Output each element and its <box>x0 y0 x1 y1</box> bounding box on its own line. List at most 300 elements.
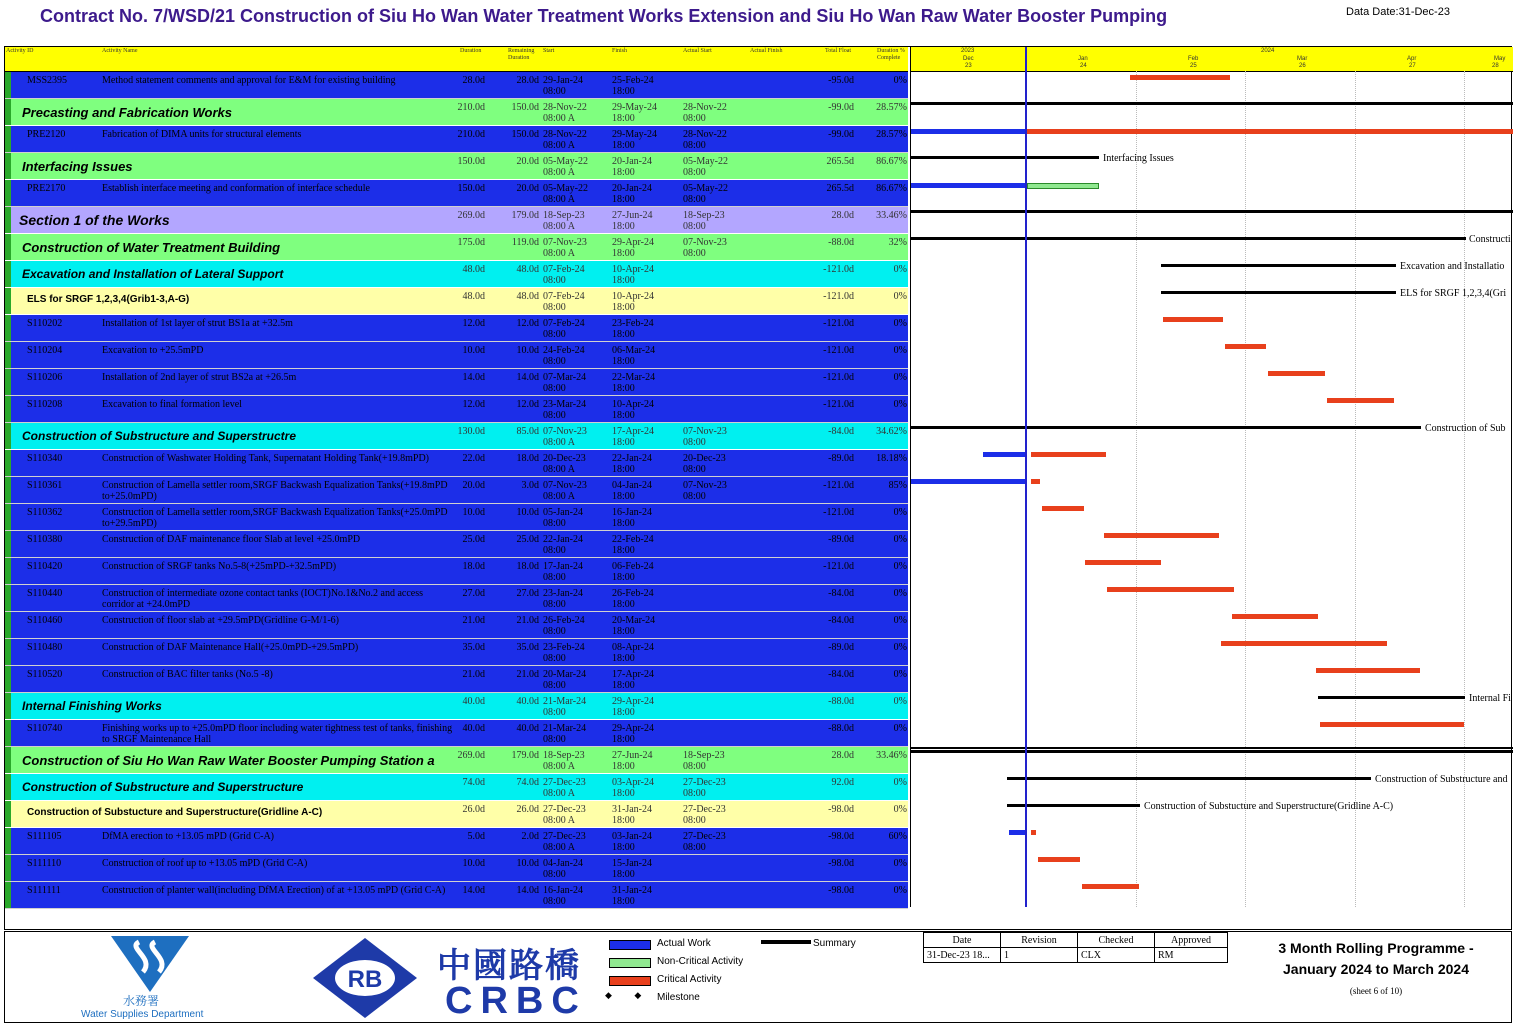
activity-id: S110206 <box>27 372 63 383</box>
total-float: -84.0d <box>828 615 854 626</box>
remaining-duration: 40.0d <box>516 696 539 707</box>
summary-interfacing[interactable] <box>911 156 1099 159</box>
bar-s110361-actual[interactable] <box>911 479 1025 484</box>
percent-complete: 0% <box>893 723 907 734</box>
wsd-english: Water Supplies Department <box>81 1009 204 1020</box>
remaining-duration: 179.0d <box>511 210 539 221</box>
wbs-row[interactable] <box>5 261 908 288</box>
total-float: 28.0d <box>831 750 854 761</box>
total-float: 92.0d <box>831 777 854 788</box>
row-indent-bar <box>5 207 11 234</box>
finish-date: 26-Feb-24 18:00 <box>612 588 654 610</box>
activity-row[interactable] <box>5 666 908 693</box>
summary-booster-sub[interactable] <box>1007 777 1371 780</box>
duration: 150.0d <box>457 156 485 167</box>
duration: 130.0d <box>457 426 485 437</box>
activity-row[interactable] <box>5 585 908 612</box>
row-indent-bar <box>5 720 11 747</box>
activity-row[interactable] <box>5 450 908 477</box>
activity-row[interactable] <box>5 612 908 639</box>
col-actual-start[interactable]: Actual Start <box>683 48 712 54</box>
bar-s110208[interactable] <box>1327 398 1394 403</box>
bar-s110740[interactable] <box>1320 722 1464 727</box>
row-indent-bar <box>5 585 11 612</box>
legend-summary: Summary <box>813 938 856 949</box>
bar-mss2395[interactable] <box>1130 75 1230 80</box>
bar-s110480[interactable] <box>1221 641 1387 646</box>
gantt-label-finishing: Internal Fi <box>1469 693 1511 704</box>
bar-pre2120[interactable] <box>1027 129 1513 134</box>
activity-id: PRE2120 <box>27 129 66 140</box>
activity-row[interactable] <box>5 558 908 585</box>
remaining-duration: 20.0d <box>516 156 539 167</box>
revision-table <box>923 932 1235 963</box>
activity-id: S110362 <box>27 507 63 518</box>
row-indent-bar <box>5 261 11 288</box>
wbs-name: Precasting and Fabrication Works <box>22 105 232 120</box>
duration: 21.0d <box>462 669 485 680</box>
duration: 210.0d <box>457 129 485 140</box>
start-date: 18-Sep-23 08:00 A <box>543 210 585 232</box>
total-float: -89.0d <box>828 642 854 653</box>
bar-s110460[interactable] <box>1232 614 1318 619</box>
duration: 150.0d <box>457 183 485 194</box>
row-indent-bar <box>5 666 11 693</box>
wbs-row[interactable] <box>5 747 908 774</box>
start-date: 20-Mar-24 08:00 <box>543 669 587 691</box>
column-header <box>5 47 908 72</box>
actual-start: 05-May-22 08:00 <box>683 183 728 205</box>
duration: 14.0d <box>462 885 485 896</box>
actual-start: 28-Nov-22 08:00 <box>683 129 727 151</box>
wbs-row[interactable] <box>5 693 908 720</box>
start-date: 28-Nov-22 08:00 A <box>543 129 587 151</box>
activity-id: PRE2170 <box>27 183 66 194</box>
col-actual-finish[interactable]: Actual Finish <box>750 48 783 54</box>
year-2024: 2024 <box>1261 48 1275 54</box>
wbs-row[interactable] <box>5 207 908 234</box>
percent-complete: 0% <box>893 345 907 356</box>
activity-name: Construction of DAF Maintenance Hall(+25.0mPD-+29.5mPD) <box>102 642 359 653</box>
activity-id: S110420 <box>27 561 63 572</box>
col-start[interactable]: Start <box>543 48 555 54</box>
activity-name: Method statement comments and approval for E&M for existing building <box>102 75 396 86</box>
bar-s110362[interactable] <box>1042 506 1084 511</box>
gantt-chart <box>910 47 1513 907</box>
info-header-date: Date <box>924 933 1001 948</box>
total-float: -121.0d <box>823 507 854 518</box>
row-indent-bar <box>5 477 11 504</box>
activity-id: S110208 <box>27 399 63 410</box>
finish-date: 29-Apr-24 18:00 <box>612 696 655 718</box>
col-activity-id[interactable]: Activity ID <box>6 48 34 54</box>
duration: 10.0d <box>462 507 485 518</box>
month-feb: Feb <box>1188 56 1199 62</box>
wbs-row[interactable] <box>5 423 908 450</box>
summary-els[interactable] <box>1161 291 1396 294</box>
page-title: Contract No. 7/WSD/21 Construction of Siu Ho Wan Water Treatment Works Extension and Siu Ho Wan Raw Water Booster Pumping <box>40 6 1168 26</box>
col-finish[interactable]: Finish <box>612 48 628 54</box>
bar-s111110[interactable] <box>1038 857 1080 862</box>
start-date: 21-Mar-24 08:00 <box>543 696 587 718</box>
bar-s110520[interactable] <box>1316 668 1420 673</box>
start-date: 07-Nov-23 08:00 A <box>543 237 587 259</box>
summary-substructure[interactable] <box>911 426 1421 429</box>
finish-date: 29-May-24 18:00 <box>612 102 657 124</box>
actual-start: 05-May-22 08:00 <box>683 156 728 178</box>
row-indent-bar <box>5 153 11 180</box>
programme-line2: January 2024 to March 2024 <box>1283 961 1469 977</box>
total-float: -95.0d <box>828 75 854 86</box>
start-date: 07-Feb-24 08:00 <box>543 291 585 313</box>
timeline-header <box>911 47 1513 72</box>
col-pct-complete[interactable]: Duration % Complete <box>877 48 905 61</box>
activity-row[interactable] <box>5 396 908 423</box>
total-float: -88.0d <box>828 237 854 248</box>
bar-s110204[interactable] <box>1225 344 1266 349</box>
activity-id: MSS2395 <box>27 75 68 86</box>
activity-id: S111111 <box>27 885 61 896</box>
finish-date: 29-Apr-24 18:00 <box>612 723 655 745</box>
percent-complete: 0% <box>893 777 907 788</box>
finish-date: 06-Mar-24 18:00 <box>612 345 656 367</box>
activity-id: S110202 <box>27 318 63 329</box>
total-float: -121.0d <box>823 561 854 572</box>
total-float: -89.0d <box>828 534 854 545</box>
finish-date: 20-Jan-24 18:00 <box>612 183 652 205</box>
percent-complete: 0% <box>893 885 907 896</box>
duration: 269.0d <box>457 750 485 761</box>
row-indent-bar <box>5 612 11 639</box>
section-divider <box>911 747 1513 749</box>
summary-precasting[interactable] <box>911 102 1513 105</box>
activity-row[interactable] <box>5 531 908 558</box>
remaining-duration: 27.0d <box>516 588 539 599</box>
total-float: -89.0d <box>828 453 854 464</box>
start-date: 21-Mar-24 08:00 <box>543 723 587 745</box>
activity-row[interactable] <box>5 72 908 99</box>
activity-id: S110380 <box>27 534 63 545</box>
bar-s110380[interactable] <box>1104 533 1219 538</box>
activity-name: Fabrication of DIMA units for structural elements <box>102 129 302 140</box>
remaining-duration: 28.0d <box>516 75 539 86</box>
actual-start: 27-Dec-23 08:00 <box>683 804 726 826</box>
percent-complete: 0% <box>893 534 907 545</box>
total-float: -121.0d <box>823 318 854 329</box>
info-approved: RM <box>1155 948 1228 963</box>
activity-id: S110740 <box>27 723 63 734</box>
duration: 269.0d <box>457 210 485 221</box>
crbc-english: CRBC <box>445 980 587 1022</box>
percent-complete: 0% <box>893 291 907 302</box>
col-duration[interactable]: Duration <box>460 48 482 54</box>
total-float: -121.0d <box>823 372 854 383</box>
start-date: 28-Nov-22 08:00 A <box>543 102 587 124</box>
remaining-duration: 40.0d <box>516 723 539 734</box>
legend-milestone: Milestone <box>657 992 700 1003</box>
activity-id: S110480 <box>27 642 63 653</box>
duration: 5.0d <box>467 831 485 842</box>
remaining-duration: 85.0d <box>516 426 539 437</box>
legend-crit: Critical Activity <box>657 974 722 985</box>
duration: 10.0d <box>462 858 485 869</box>
row-indent-bar <box>5 747 11 774</box>
rb-logo-icon <box>311 936 419 1020</box>
start-date: 27-Dec-23 08:00 A <box>543 777 586 799</box>
finish-date: 20-Jan-24 18:00 <box>612 156 652 178</box>
gridline <box>1355 71 1356 907</box>
gridline <box>1245 71 1246 907</box>
remaining-duration: 21.0d <box>516 615 539 626</box>
activity-row[interactable] <box>5 180 908 207</box>
total-float: -88.0d <box>828 723 854 734</box>
legend-actual-swatch <box>609 940 651 950</box>
percent-complete: 0% <box>893 75 907 86</box>
row-indent-bar <box>5 450 11 477</box>
programme-title <box>1245 938 1507 980</box>
finish-date: 10-Apr-24 18:00 <box>612 399 655 421</box>
gantt-label-excav: Excavation and Installatio <box>1400 261 1505 272</box>
actual-start: 07-Nov-23 08:00 <box>683 480 727 502</box>
duration: 26.0d <box>462 804 485 815</box>
legend-crit-swatch <box>609 976 651 986</box>
start-date: 24-Feb-24 08:00 <box>543 345 585 367</box>
duration: 28.0d <box>462 75 485 86</box>
remaining-duration: 150.0d <box>511 102 539 113</box>
finish-date: 20-Mar-24 18:00 <box>612 615 656 637</box>
percent-complete: 60% <box>888 831 907 842</box>
percent-complete: 34.62% <box>876 426 907 437</box>
finish-date: 04-Jan-24 18:00 <box>612 480 652 502</box>
wbs-name: Construction of Substructure and Superstructure <box>22 780 304 794</box>
activity-row[interactable] <box>5 855 908 882</box>
total-float: 28.0d <box>831 210 854 221</box>
activity-id: S110440 <box>27 588 63 599</box>
info-header-revision: Revision <box>1001 933 1078 948</box>
wsd-logo-icon <box>109 934 191 994</box>
percent-complete: 0% <box>893 615 907 626</box>
activity-row[interactable] <box>5 126 908 153</box>
start-date: 26-Feb-24 08:00 <box>543 615 585 637</box>
activity-row[interactable] <box>5 315 908 342</box>
col-remaining[interactable]: Remaining Duration <box>508 48 535 61</box>
activity-name: Construction of roof up to +13.05 mPD (Grid C-A) <box>102 858 308 869</box>
bar-s111105-actual[interactable] <box>1009 830 1025 835</box>
percent-complete: 0% <box>893 318 907 329</box>
gantt-label-booster-ac: Construction of Substucture and Superstructure(Gridline A-C) <box>1144 801 1394 812</box>
col-total-float[interactable]: Total Float <box>825 48 852 54</box>
activity-name: Construction of Washwater Holding Tank, Supernatant Holding Tank(+19.8mPD) <box>102 453 430 464</box>
remaining-duration: 10.0d <box>516 345 539 356</box>
rb-text: RB <box>347 966 383 993</box>
activity-row[interactable] <box>5 342 908 369</box>
wbs-name: Interfacing Issues <box>22 159 133 174</box>
activity-row[interactable] <box>5 369 908 396</box>
info-header-checked: Checked <box>1078 933 1155 948</box>
start-date: 23-Mar-24 08:00 <box>543 399 587 421</box>
row-indent-bar <box>5 558 11 585</box>
footer <box>4 931 1512 1023</box>
activity-row[interactable] <box>5 639 908 666</box>
activity-name: Construction of DAF maintenance floor Slab at level +25.0mPD <box>102 534 361 545</box>
col-activity-name[interactable]: Activity Name <box>102 48 138 54</box>
duration: 175.0d <box>457 237 485 248</box>
row-indent-bar <box>5 99 11 126</box>
bar-s110206[interactable] <box>1268 371 1325 376</box>
bar-s110202[interactable] <box>1163 317 1223 322</box>
activity-id: S110460 <box>27 615 63 626</box>
duration: 14.0d <box>462 372 485 383</box>
activity-name: Construction of planter wall(including DfMA Erection) of at +13.05 mPD (Grid C-A) <box>102 885 446 896</box>
info-checked: CLX <box>1078 948 1155 963</box>
actual-start: 20-Dec-23 08:00 <box>683 453 726 475</box>
activity-name: Construction of Lamella settler room,SRGF Backwash Equalization Tanks(+19.8mPD to+25.0mPD) <box>102 480 448 502</box>
finish-date: 22-Jan-24 18:00 <box>612 453 652 475</box>
finish-date: 31-Jan-24 18:00 <box>612 804 652 826</box>
activity-row[interactable] <box>5 504 908 531</box>
percent-complete: 0% <box>893 588 907 599</box>
bar-s111105[interactable] <box>1031 830 1036 835</box>
summary-wtb[interactable] <box>911 237 1466 240</box>
duration: 48.0d <box>462 264 485 275</box>
bar-s110361[interactable] <box>1031 479 1040 484</box>
remaining-duration: 21.0d <box>516 669 539 680</box>
activity-name: Construction of BAC filter tanks (No.5 -8) <box>102 669 273 680</box>
start-date: 27-Dec-23 08:00 A <box>543 804 586 826</box>
total-float: -121.0d <box>823 291 854 302</box>
remaining-duration: 14.0d <box>516 885 539 896</box>
finish-date: 03-Apr-24 18:00 <box>612 777 655 799</box>
month-mar: Mar <box>1297 56 1308 62</box>
total-float: -98.0d <box>828 858 854 869</box>
total-float: -84.0d <box>828 588 854 599</box>
info-header-approved: Approved <box>1155 933 1228 948</box>
wbs-name: Construction of Water Treatment Building <box>22 240 281 255</box>
percent-complete: 86.67% <box>876 156 907 167</box>
finish-date: 17-Apr-24 18:00 <box>612 426 655 448</box>
bar-pre2120-actual[interactable] <box>911 129 1025 134</box>
remaining-duration: 150.0d <box>511 129 539 140</box>
start-date: 07-Feb-24 08:00 <box>543 318 585 340</box>
info-date: 31-Dec-23 18... <box>924 948 1001 963</box>
activity-name: Establish interface meeting and conformation of interface schedule <box>102 183 370 194</box>
total-float: -88.0d <box>828 696 854 707</box>
percent-complete: 0% <box>893 804 907 815</box>
data-date-line <box>1025 47 1027 907</box>
finish-date: 27-Jun-24 18:00 <box>612 210 653 232</box>
total-float: -121.0d <box>823 345 854 356</box>
start-date: 07-Mar-24 08:00 <box>543 372 587 394</box>
row-indent-bar <box>5 882 11 909</box>
activity-name: Installation of 1st layer of strut BS1a at +32.5m <box>102 318 293 329</box>
remaining-duration: 26.0d <box>516 804 539 815</box>
wbs-name: ELS for SRGF 1,2,3,4(Grib1-3,A-G) <box>27 294 190 305</box>
start-date: 05-May-22 08:00 A <box>543 183 588 205</box>
gantt-label-els: ELS for SRGF 1,2,3,4(Gri <box>1400 288 1507 299</box>
duration: 210.0d <box>457 102 485 113</box>
percent-complete: 0% <box>893 372 907 383</box>
summary-section1[interactable] <box>911 210 1513 213</box>
finish-date: 29-May-24 18:00 <box>612 129 657 151</box>
wbs-row[interactable] <box>5 774 908 801</box>
wbs-row[interactable] <box>5 288 908 315</box>
finish-date: 16-Jan-24 18:00 <box>612 507 652 529</box>
legend-summary-swatch <box>761 940 811 944</box>
total-float: -121.0d <box>823 399 854 410</box>
row-indent-bar <box>5 126 11 153</box>
summary-booster[interactable] <box>911 750 1513 753</box>
finish-date: 29-Apr-24 18:00 <box>612 237 655 259</box>
wbs-row[interactable] <box>5 99 908 126</box>
row-indent-bar <box>5 342 11 369</box>
month-apr: Apr <box>1407 56 1417 62</box>
bar-s110420[interactable] <box>1085 560 1161 565</box>
total-float: -84.0d <box>828 669 854 680</box>
bar-pre2170[interactable] <box>1027 183 1099 189</box>
activity-row[interactable] <box>5 828 908 855</box>
start-date: 16-Jan-24 08:00 <box>543 885 583 907</box>
duration: 48.0d <box>462 291 485 302</box>
finish-date: 10-Apr-24 18:00 <box>612 264 655 286</box>
percent-complete: 33.46% <box>876 210 907 221</box>
duration: 21.0d <box>462 615 485 626</box>
week-28: 28 <box>1492 63 1499 69</box>
summary-excavation[interactable] <box>1161 264 1396 267</box>
start-date: 07-Nov-23 08:00 A <box>543 426 587 448</box>
percent-complete: 0% <box>893 642 907 653</box>
activity-name: Construction of Lamella settler room,SRGF Backwash Equalization Tanks(+25.0mPD to+29.5mPD) <box>102 507 448 529</box>
activity-name: Excavation to final formation level <box>102 399 242 410</box>
activity-row[interactable] <box>5 477 908 504</box>
bar-pre2170-actual[interactable] <box>911 183 1025 188</box>
activity-row[interactable] <box>5 882 908 909</box>
start-date: 04-Jan-24 08:00 <box>543 858 583 880</box>
percent-complete: 0% <box>893 561 907 572</box>
percent-complete: 28.57% <box>876 129 907 140</box>
bar-s110340[interactable] <box>1031 452 1106 457</box>
duration: 74.0d <box>462 777 485 788</box>
finish-date: 27-Jun-24 18:00 <box>612 750 653 772</box>
start-date: 05-Jan-24 08:00 <box>543 507 583 529</box>
wbs-row[interactable] <box>5 801 908 828</box>
start-date: 07-Nov-23 08:00 A <box>543 480 587 502</box>
percent-complete: 85% <box>888 480 907 491</box>
activity-row[interactable] <box>5 720 908 747</box>
wbs-row[interactable] <box>5 234 908 261</box>
wsd-chinese: 水務署 <box>123 994 160 1008</box>
summary-finishing[interactable] <box>1318 696 1465 699</box>
wbs-row[interactable] <box>5 153 908 180</box>
activity-name: Construction of floor slab at +29.5mPD(Gridline G-M/1-6) <box>102 615 339 626</box>
bar-s110440[interactable] <box>1107 587 1234 592</box>
gantt-label-booster-sub: Construction of Substructure and <box>1375 774 1508 785</box>
row-indent-bar <box>5 639 11 666</box>
percent-complete: 28.57% <box>876 102 907 113</box>
finish-date: 23-Feb-24 18:00 <box>612 318 654 340</box>
bar-s110340-actual[interactable] <box>983 452 1025 457</box>
bar-s111111[interactable] <box>1082 884 1139 889</box>
duration: 12.0d <box>462 318 485 329</box>
remaining-duration: 10.0d <box>516 858 539 869</box>
activity-id: S111105 <box>27 831 62 842</box>
start-date: 23-Feb-24 08:00 <box>543 642 585 664</box>
start-date: 07-Feb-24 08:00 <box>543 264 585 286</box>
week-24: 24 <box>1080 63 1087 69</box>
remaining-duration: 119.0d <box>511 237 539 248</box>
actual-start: 27-Dec-23 08:00 <box>683 777 726 799</box>
duration: 27.0d <box>462 588 485 599</box>
total-float: -98.0d <box>828 804 854 815</box>
